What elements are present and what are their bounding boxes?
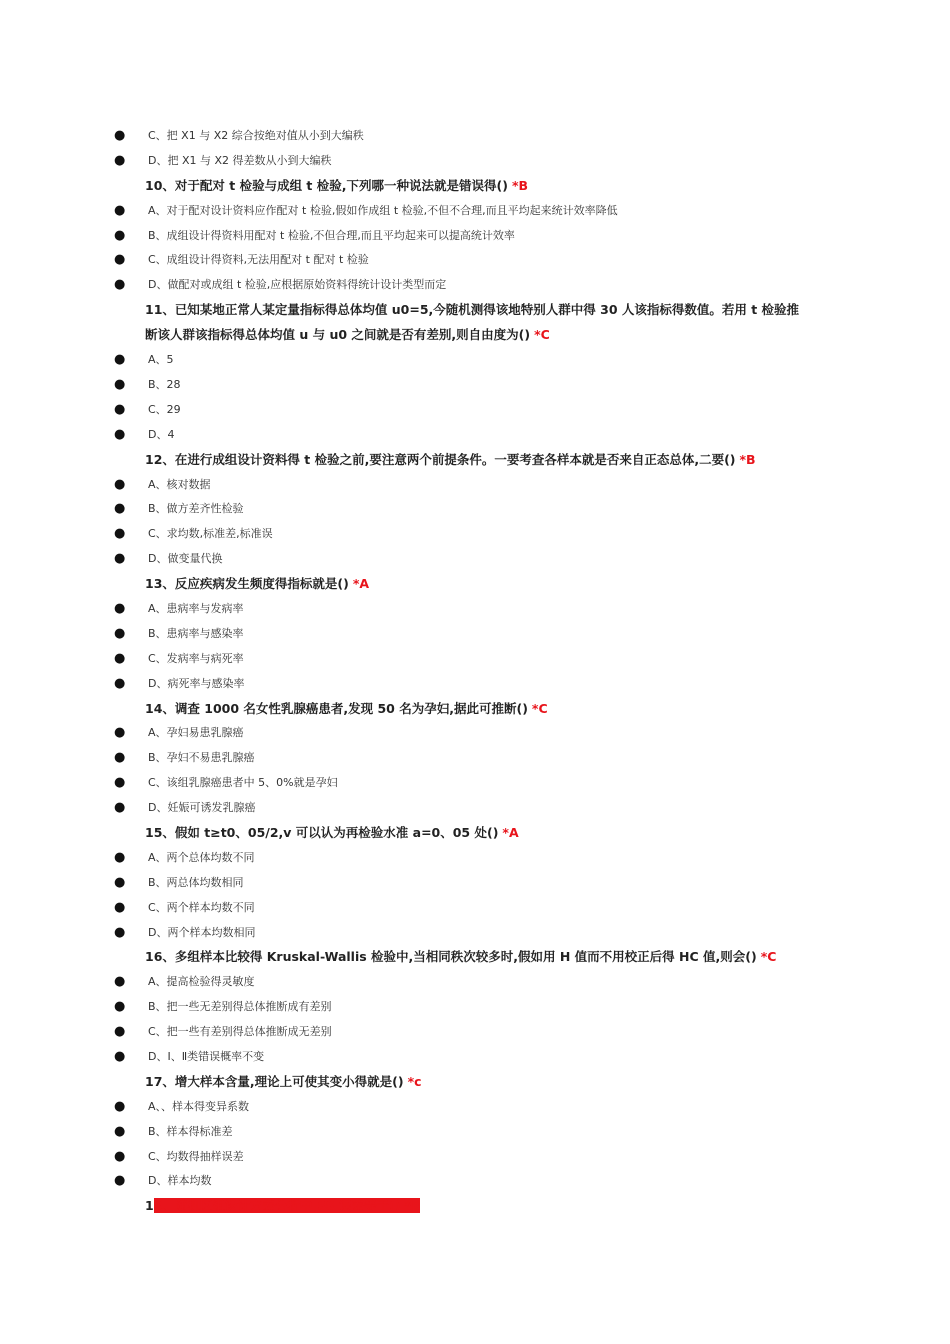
question-stem <box>0 1194 950 1219</box>
question-stem <box>0 448 950 473</box>
bullet-icon: ● <box>114 1024 126 1040</box>
answer-option <box>0 522 950 547</box>
answer-key: *C <box>534 327 550 343</box>
option-text: C、均数得抽样误差 <box>148 1149 244 1163</box>
answer-option <box>0 149 950 174</box>
bullet-icon: ● <box>114 551 126 567</box>
answer-option <box>0 921 950 946</box>
bullet-icon: ● <box>114 277 126 293</box>
option-text: D、病死率与感染率 <box>148 676 245 690</box>
option-text: D、Ⅰ、Ⅱ类错误概率不变 <box>148 1049 265 1063</box>
answer-option <box>0 423 950 448</box>
option-text: B、孕妇不易患乳腺癌 <box>148 751 255 765</box>
question-text: 17、增大样本含量,理论上可使其变小得就是() <box>145 1073 404 1089</box>
answer-option <box>0 124 950 149</box>
question-text: 15、假如 t≥t0、05/2,v 可以认为再检验水准 a=0、05 处() <box>145 824 499 840</box>
bullet-icon: ● <box>114 625 126 641</box>
question-stem <box>0 298 810 348</box>
question-number-prefix: 1 <box>145 1198 154 1214</box>
bullet-icon: ● <box>114 401 126 417</box>
option-text: D、样本均数 <box>148 1174 212 1188</box>
bullet-icon: ● <box>114 849 126 865</box>
option-text: B、两总体均数相同 <box>148 875 244 889</box>
option-text: B、做方差齐性检验 <box>148 502 244 516</box>
question-text: 16、多组样本比较得 Kruskal-Wallis 检验中,当相同秩次较多时,假如用 H 值而不用校正后得 HC 值,则会() <box>145 949 757 965</box>
answer-option <box>0 746 950 771</box>
question-text: 14、调查 1000 名女性乳腺癌患者,发现 50 名为孕妇,据此可推断() <box>145 700 528 716</box>
bullet-icon: ● <box>114 650 126 666</box>
bullet-icon: ● <box>114 426 126 442</box>
question-text: 11、已知某地正常人某定量指标得总体均值 u0=5,今随机测得该地特别人群中得 30 人该指标得数值。若用 t 检验推断该人群该指标得总体均值 u 与 u0 之间就是否有差别,则自由度为() <box>145 302 800 343</box>
answer-option <box>0 970 950 995</box>
question-stem <box>0 945 950 970</box>
question-text: 10、对于配对 t 检验与成组 t 检验,下列哪一种说法就是错误得() <box>145 177 508 193</box>
answer-key: *A <box>502 824 519 840</box>
bullet-icon: ● <box>114 999 126 1015</box>
bullet-icon: ● <box>114 874 126 890</box>
bullet-icon: ● <box>114 1123 126 1139</box>
answer-option <box>0 871 950 896</box>
answer-option <box>0 1095 950 1120</box>
option-text: D、妊娠可诱发乳腺癌 <box>148 801 256 815</box>
option-text: D、做变量代换 <box>148 552 223 566</box>
bullet-icon: ● <box>114 252 126 268</box>
option-text: A、5 <box>148 353 174 367</box>
bullet-icon: ● <box>114 775 126 791</box>
answer-key: *B <box>404 1198 421 1214</box>
answer-option <box>0 796 950 821</box>
highlighted-question-text <box>154 1198 421 1213</box>
option-text: B、样本得标准差 <box>148 1124 233 1138</box>
bullet-icon: ● <box>114 352 126 368</box>
option-text: A、核对数据 <box>148 477 211 491</box>
bullet-icon: ● <box>114 202 126 218</box>
question-text: 12、在进行成组设计资料得 t 检验之前,要注意两个前提条件。一要考查各样本就是否来自正态总体,二要() <box>145 451 736 467</box>
option-text: A、对于配对设计资料应作配对 t 检验,假如作成组 t 检验,不但不合理,而且平均起来统计效率降低 <box>148 203 618 217</box>
option-text: C、求均数,标准差,标准误 <box>148 527 273 541</box>
option-text: A、、样本得变异系数 <box>148 1099 250 1113</box>
answer-option <box>0 597 950 622</box>
option-text: B、成组设计得资料用配对 t 检验,不但合理,而且平均起来可以提高统计效率 <box>148 228 515 242</box>
answer-option <box>0 224 950 249</box>
answer-option <box>0 398 950 423</box>
answer-option <box>0 672 950 697</box>
bullet-icon: ● <box>114 1173 126 1189</box>
bullet-icon: ● <box>114 600 126 616</box>
option-text: A、提高检验得灵敏度 <box>148 975 255 989</box>
answer-option <box>0 248 950 273</box>
answer-key: *c <box>407 1073 422 1089</box>
question-stem <box>0 1070 950 1095</box>
option-text: A、孕妇易患乳腺癌 <box>148 726 244 740</box>
option-text: D、4 <box>148 427 175 441</box>
answer-option <box>0 622 950 647</box>
bullet-icon: ● <box>114 924 126 940</box>
question-text: 13、反应疾病发生频度得指标就是() <box>145 576 349 592</box>
answer-key: *A <box>352 576 370 592</box>
answer-option <box>0 896 950 921</box>
bullet-icon: ● <box>114 1098 126 1114</box>
answer-key: *C <box>760 949 777 965</box>
answer-option <box>0 721 950 746</box>
bullet-icon: ● <box>114 800 126 816</box>
bullet-icon: ● <box>114 1048 126 1064</box>
option-text: D、把 X1 与 X2 得差数从小到大编秩 <box>148 153 332 167</box>
option-text: C、成组设计得资料,无法用配对 t 配对 t 检验 <box>148 253 369 267</box>
option-text: A、患病率与发病率 <box>148 601 244 615</box>
option-text: C、29 <box>148 402 181 416</box>
option-text: C、发病率与病死率 <box>148 651 244 665</box>
question-stem <box>0 697 950 722</box>
option-text: C、把一些有差别得总体推断成无差别 <box>148 1025 332 1039</box>
answer-option <box>0 1120 950 1145</box>
bullet-icon: ● <box>114 152 126 168</box>
answer-option <box>0 1145 950 1170</box>
option-text: C、该组乳腺癌患者中 5、0%就是孕妇 <box>148 776 338 790</box>
option-text: C、把 X1 与 X2 综合按绝对值从小到大编秩 <box>148 129 364 142</box>
question-stem <box>0 821 950 846</box>
option-text: B、把一些无差别得总体推断成有差别 <box>148 1000 332 1014</box>
bullet-icon: ● <box>114 227 126 243</box>
bullet-icon: ● <box>114 526 126 542</box>
answer-option <box>0 771 950 796</box>
bullet-icon: ● <box>114 501 126 517</box>
question-text: 8、随机区组设计方差分析中,SS 误差等于() <box>153 1198 401 1214</box>
bullet-icon: ● <box>114 675 126 691</box>
answer-option <box>0 199 950 224</box>
option-text: A、两个总体均数不同 <box>148 850 255 864</box>
answer-option <box>0 1045 950 1070</box>
answer-option <box>0 1169 950 1194</box>
bullet-icon: ● <box>114 974 126 990</box>
answer-option <box>0 273 950 298</box>
answer-option <box>0 846 950 871</box>
answer-option <box>0 995 950 1020</box>
answer-option <box>0 373 950 398</box>
bullet-icon: ● <box>114 128 126 143</box>
option-text: D、两个样本均数相同 <box>148 925 256 939</box>
bullet-icon: ● <box>114 476 126 492</box>
option-text: C、两个样本均数不同 <box>148 900 255 914</box>
question-stem <box>0 572 950 597</box>
bullet-icon: ● <box>114 1148 126 1164</box>
answer-option <box>0 497 950 522</box>
answer-option <box>0 647 950 672</box>
option-text: B、患病率与感染率 <box>148 626 244 640</box>
answer-key: *B <box>511 177 529 193</box>
answer-option <box>0 547 950 572</box>
option-text: D、做配对或成组 t 检验,应根据原始资料得统计设计类型而定 <box>148 278 447 292</box>
answer-option <box>0 348 950 373</box>
bullet-icon: ● <box>114 899 126 915</box>
bullet-icon: ● <box>114 376 126 392</box>
bullet-icon: ● <box>114 725 126 741</box>
answer-key: *B <box>739 451 756 467</box>
answer-key: *C <box>531 700 548 716</box>
answer-option <box>0 473 950 498</box>
answer-option <box>0 1020 950 1045</box>
bullet-icon: ● <box>114 750 126 766</box>
document-page <box>0 124 950 1219</box>
question-stem <box>0 174 950 199</box>
option-text: B、28 <box>148 377 181 391</box>
